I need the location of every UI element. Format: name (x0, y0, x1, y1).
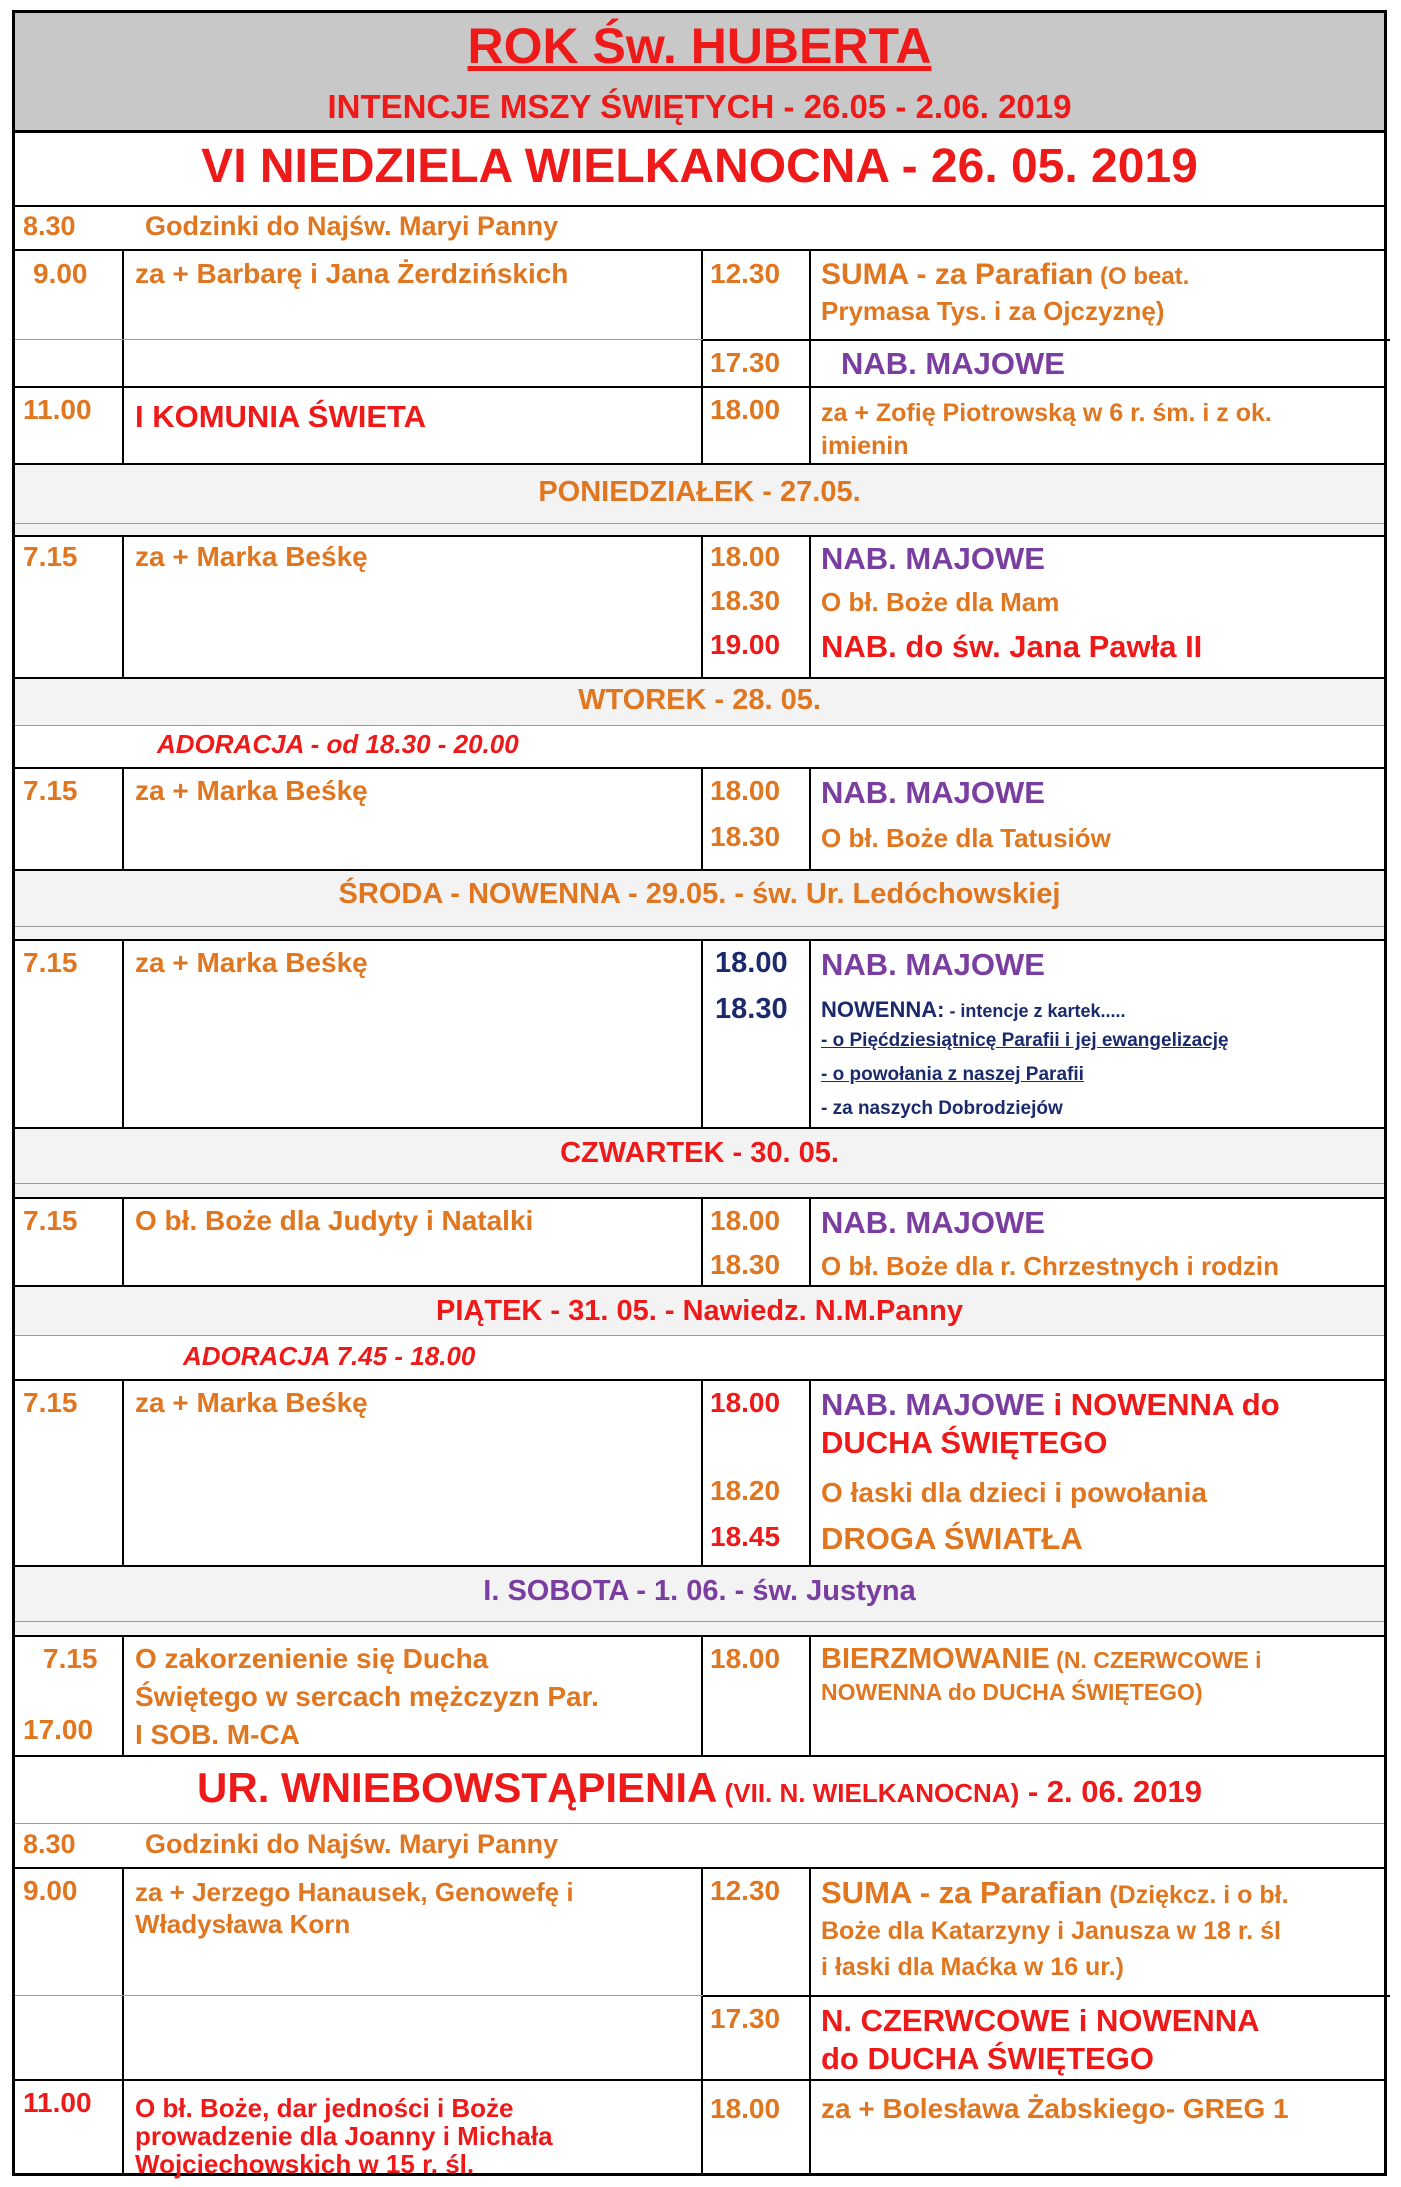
rule (15, 523, 1384, 524)
mass-time: 7.15 (23, 1387, 78, 1418)
mass-intention: O bł. Boże, dar jedności i Boże (135, 2093, 514, 2123)
mass-time: 18.00 (710, 1643, 781, 1674)
rule (15, 1621, 1384, 1622)
mass-intention: imienin (821, 432, 909, 460)
godzinki-time: 8.30 (23, 211, 76, 241)
mass-intention-note: Boże dla Katarzyny i Janusza w 18 r. śl (821, 1917, 1281, 1945)
nowenna-item: - o powołania z naszej Parafii (821, 1064, 1084, 1085)
rule (15, 205, 1384, 207)
mass-intention: I KOMUNIA ŚWIETA (135, 399, 427, 434)
column-divider (701, 1637, 703, 1755)
mass-intention: I SOB. M-CA (135, 1719, 300, 1750)
day-heading: PONIEDZIAŁEK - 27.05. (538, 476, 861, 508)
rule (15, 926, 1384, 927)
column-divider (809, 1869, 811, 2175)
column-divider (701, 941, 703, 1127)
column-divider (809, 1381, 811, 1565)
mass-time: 18.30 (710, 1249, 781, 1280)
mass-time: 18.30 (710, 585, 781, 616)
mass-time: 18.00 (710, 394, 781, 425)
mass-intention: Świętego w sercach mężczyzn Par. (135, 1681, 599, 1712)
rule (15, 2079, 1384, 2081)
header-banner (15, 13, 1384, 133)
mass-intention: NAB. do św. Jana Pawła II (821, 629, 1203, 664)
rule (15, 939, 1384, 941)
mass-intention: Władysława Korn (135, 1909, 351, 1939)
day-heading: CZWARTEK - 30. 05. (560, 1137, 839, 1169)
mass-intention: O bł. Boże dla Judyty i Natalki (135, 1205, 534, 1236)
mass-time: 18.00 (710, 541, 781, 572)
mass-time: 7.15 (23, 947, 78, 978)
rule (15, 535, 1384, 537)
mass-time: 18.45 (710, 1521, 781, 1552)
column-divider (809, 941, 811, 1127)
column-divider (122, 537, 124, 677)
rule (15, 1379, 1384, 1381)
rule (15, 725, 1384, 726)
mass-intention: za + Marka Beśkę (135, 541, 368, 572)
rule (15, 1823, 1384, 1824)
nowenna-item: - za naszych Dobrodziejów (821, 1098, 1063, 1119)
nowenna-item: - o Pięćdziesiątnicę Parafii i jej ewangelizację (821, 1030, 1229, 1051)
mass-intention: SUMA - za Parafian (Dziękcz. i o bł. (821, 1875, 1289, 1910)
rule (15, 386, 1384, 388)
intentions-sheet (12, 10, 1387, 2179)
column-divider (701, 537, 703, 677)
column-divider (122, 1869, 124, 2175)
mass-intention: za + Barbarę i Jana Żerdzińskich (135, 258, 569, 289)
mass-intention: O zakorzenienie się Ducha (135, 1643, 489, 1674)
mass-intention: DROGA ŚWIATŁA (821, 1521, 1083, 1556)
mass-time: 18.00 (710, 775, 781, 806)
column-divider (809, 1637, 811, 1755)
adoracja-note: ADORACJA - od 18.30 - 20.00 (157, 729, 519, 759)
rule (15, 1635, 1384, 1637)
column-divider (122, 769, 124, 869)
adoracja-note: ADORACJA 7.45 - 18.00 (183, 1341, 476, 1371)
mass-intention: NAB. MAJOWE i NOWENNA do (821, 1387, 1280, 1422)
mass-time: 12.30 (710, 258, 781, 289)
rule (703, 1995, 1390, 1997)
column-divider (701, 1869, 703, 2175)
column-divider (809, 251, 811, 463)
mass-intention: SUMA - za Parafian (O beat. (821, 258, 1190, 291)
mass-intention: Wojciechowskich w 15 r. śl. (135, 2149, 475, 2179)
day-heading: ŚRODA - NOWENNA - 29.05. - św. Ur. Ledóchowskiej (338, 878, 1061, 910)
mass-time: 18.30 (715, 993, 788, 1025)
column-divider (809, 769, 811, 869)
mass-intention-note: i łaski dla Maćka w 16 ur.) (821, 1953, 1124, 1981)
column-divider (122, 941, 124, 1127)
mass-time: 7.15 (43, 1643, 98, 1674)
mass-intention: za + Jerzego Hanausek, Genowefę i (135, 1877, 574, 1907)
column-divider (809, 537, 811, 677)
mass-intention: za + Marka Beśkę (135, 1387, 368, 1418)
mass-time: 18.00 (710, 1387, 781, 1418)
mass-intention-note: Prymasa Tys. i za Ojczyznę) (821, 296, 1165, 326)
column-divider (122, 1637, 124, 1755)
mass-intention: za + Zofię Piotrowską w 6 r. śm. i z ok. (821, 399, 1272, 427)
mass-time: 18.00 (715, 947, 788, 979)
column-divider (701, 1381, 703, 1565)
mass-time: 11.00 (23, 394, 92, 425)
godzinki-text: Godzinki do Najśw. Maryi Panny (145, 211, 559, 241)
rule (15, 1867, 1384, 1869)
mass-intention: NAB. MAJOWE (821, 541, 1045, 576)
mass-time: 18.00 (710, 2093, 781, 2124)
mass-intention: NAB. MAJOWE (821, 947, 1045, 982)
rule (15, 1755, 1384, 1757)
mass-intention: za + Marka Beśkę (135, 947, 368, 978)
mass-intention: N. CZERWCOWE i NOWENNA (821, 2003, 1260, 2038)
mass-intention: za + Marka Beśkę (135, 775, 368, 806)
sunday1-title: VI NIEDZIELA WIELKANOCNA - 26. 05. 2019 (201, 140, 1198, 193)
sunday2-title: UR. WNIEBOWSTĄPIENIA (VII. N. WIELKANOCNA) - 2. 06. 2019 (197, 1764, 1202, 1811)
header-title: ROK Św. HUBERTA (467, 18, 932, 74)
mass-intention: do DUCHA ŚWIĘTEGO (821, 2041, 1154, 2076)
mass-time: 18.00 (710, 1205, 781, 1236)
mass-intention: O bł. Boże dla Tatusiów (821, 823, 1111, 853)
day-heading: WTOREK - 28. 05. (578, 684, 821, 716)
column-divider (701, 251, 703, 463)
header-subtitle: INTENCJE MSZY ŚWIĘTYCH - 26.05 - 2.06. 2019 (327, 88, 1072, 125)
rule (703, 339, 1390, 341)
mass-time: 17.30 (710, 2003, 781, 2034)
mass-time: 9.00 (33, 258, 88, 289)
mass-intention: O bł. Boże dla Mam (821, 587, 1060, 617)
nowenna-header: NOWENNA: - intencje z kartek..... (821, 997, 1126, 1022)
mass-intention: NAB. MAJOWE (841, 346, 1065, 381)
mass-time: 17.00 (23, 1714, 94, 1745)
rule (15, 1183, 1384, 1184)
mass-time: 18.30 (710, 821, 781, 852)
rule (15, 249, 1384, 251)
column-divider (122, 1199, 124, 1285)
mass-intention: DUCHA ŚWIĘTEGO (821, 1425, 1108, 1460)
mass-intention: za + Bolesława Żabskiego- GREG 1 (821, 2093, 1289, 2124)
rule (15, 1995, 703, 1996)
mass-intention: prowadzenie dla Joanny i Michała (135, 2121, 553, 2151)
rule (15, 1197, 1384, 1199)
mass-time: 7.15 (23, 775, 78, 806)
mass-intention-note: NOWENNA do DUCHA ŚWIĘTEGO) (821, 1679, 1203, 1705)
mass-time: 18.20 (710, 1475, 781, 1506)
mass-time: 9.00 (23, 1875, 78, 1906)
column-divider (122, 251, 124, 463)
mass-time: 12.30 (710, 1875, 781, 1906)
mass-time: 7.15 (23, 1205, 78, 1236)
mass-time: 19.00 (710, 629, 781, 660)
mass-intention: BIERZMOWANIE (N. CZERWCOWE i (821, 1643, 1262, 1675)
mass-intention: NAB. MAJOWE (821, 775, 1045, 810)
mass-intention: NAB. MAJOWE (821, 1205, 1045, 1240)
column-divider (701, 1199, 703, 1285)
mass-time: 7.15 (23, 541, 78, 572)
column-divider (122, 1381, 124, 1565)
rule (15, 767, 1384, 769)
column-divider (701, 769, 703, 869)
godzinki-time: 8.30 (23, 1829, 76, 1859)
mass-time: 11.00 (23, 2087, 92, 2118)
mass-intention: O bł. Boże dla r. Chrzestnych i rodzin (821, 1251, 1279, 1281)
rule (15, 339, 703, 340)
column-divider (809, 1199, 811, 1285)
godzinki-text: Godzinki do Najśw. Maryi Panny (145, 1829, 559, 1859)
rule (15, 1335, 1384, 1336)
mass-time: 17.30 (710, 347, 781, 378)
day-heading: PIĄTEK - 31. 05. - Nawiedz. N.M.Panny (436, 1295, 963, 1327)
day-heading: I. SOBOTA - 1. 06. - św. Justyna (483, 1575, 916, 1607)
mass-intention: O łaski dla dzieci i powołania (821, 1477, 1207, 1508)
